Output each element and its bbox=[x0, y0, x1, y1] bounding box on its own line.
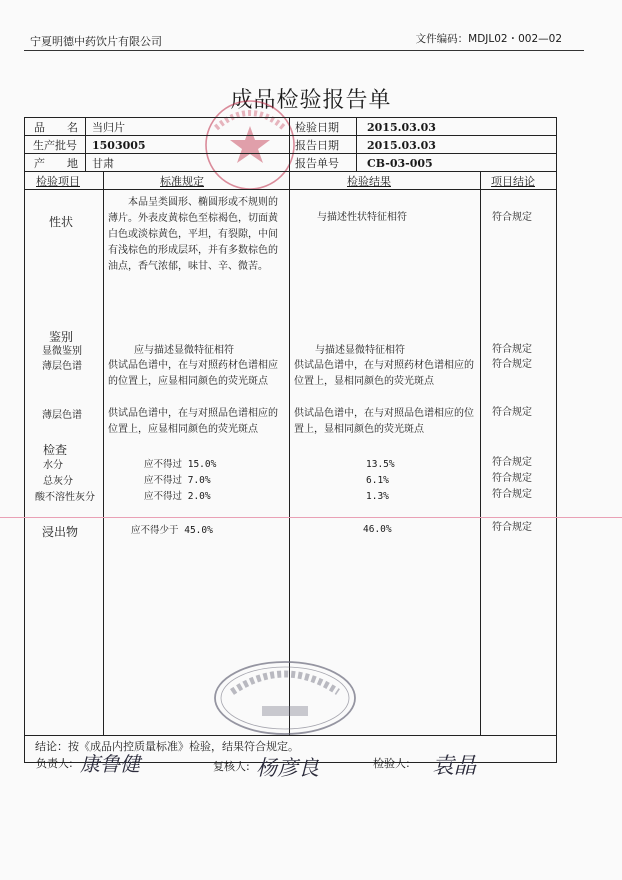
row-divider bbox=[25, 189, 556, 190]
micro-conclusion: 符合规定 bbox=[492, 344, 532, 355]
ash-result: 6.1% bbox=[366, 475, 389, 486]
batch-label: 生产批号 bbox=[33, 139, 77, 152]
reviewer-label: 复核人: bbox=[213, 760, 250, 773]
col-divider bbox=[85, 118, 86, 171]
tlc2-conclusion: 符合规定 bbox=[492, 407, 532, 418]
inspector-signature: 袁晶 bbox=[432, 754, 477, 779]
col-header-conclusion: 项目结论 bbox=[491, 175, 535, 188]
appearance-conclusion: 符合规定 bbox=[492, 212, 532, 223]
moisture-item: 水分 bbox=[43, 460, 63, 471]
moisture-result: 13.5% bbox=[366, 459, 395, 470]
col-header-standard: 标准规定 bbox=[160, 175, 204, 188]
acid-ash-result: 1.3% bbox=[366, 491, 389, 502]
origin-value: 甘肃 bbox=[92, 157, 114, 170]
ash-standard: 应不得过 7.0% bbox=[144, 475, 211, 486]
appearance-standard: 本品呈类圆形、椭圆形或不规则的薄片。外表皮黄棕色至棕褐色，切面黄白色或淡棕黄色，平坦，有裂隙，中间有浅棕色的形成层环，并有多数棕色的油点，香气浓郁，味甘、辛、微苦。 bbox=[108, 197, 278, 272]
col-divider bbox=[103, 171, 104, 735]
acid-ash-conclusion: 符合规定 bbox=[492, 489, 532, 500]
moisture-standard: 应不得过 15.0% bbox=[144, 459, 217, 470]
reviewer-signature: 杨彦良 bbox=[256, 756, 319, 780]
identification-heading: 鉴别 bbox=[49, 330, 74, 344]
col-divider bbox=[480, 171, 481, 735]
extract-item: 浸出物 bbox=[42, 525, 79, 539]
test-date-label: 检验日期 bbox=[295, 121, 339, 134]
row-divider bbox=[25, 153, 556, 154]
col-divider bbox=[289, 171, 290, 735]
col-header-result: 检验结果 bbox=[347, 175, 391, 188]
tlc2-result: 供试品色谱中，在与对照品色谱相应的位置上，显相同颜色的荧光斑点 bbox=[294, 408, 474, 435]
document-number: 文件编码：MDJL02・002—02 bbox=[415, 33, 562, 45]
header-divider bbox=[24, 50, 584, 51]
origin-label: 产 地 bbox=[34, 157, 78, 170]
acid-ash-item: 酸不溶性灰分 bbox=[35, 492, 95, 503]
row-divider bbox=[25, 135, 556, 136]
ash-conclusion: 符合规定 bbox=[492, 473, 532, 484]
inspector-label: 检验人: bbox=[373, 757, 410, 770]
product-label: 品 名 bbox=[34, 121, 78, 134]
col-divider bbox=[356, 118, 357, 171]
appearance-item: 性状 bbox=[49, 215, 74, 229]
micro-item: 显微鉴别 bbox=[42, 346, 82, 357]
moisture-conclusion: 符合规定 bbox=[492, 457, 532, 468]
test-date-value: 2015.03.03 bbox=[367, 121, 436, 134]
scan-artifact-line bbox=[0, 517, 622, 518]
report-no-label: 报告单号 bbox=[295, 157, 339, 170]
batch-value: 1503005 bbox=[92, 139, 146, 152]
company-name: 宁夏明德中药饮片有限公司 bbox=[30, 35, 162, 48]
product-value: 当归片 bbox=[92, 121, 125, 134]
tlc2-standard: 供试品色谱中，在与对照品色谱相应的位置上，应显相同颜色的荧光斑点 bbox=[108, 408, 278, 435]
col-divider bbox=[289, 118, 290, 171]
conclusion-text: 结论：按《成品内控质量标准》检验，结果符合规定。 bbox=[35, 740, 299, 753]
tlc1-item: 薄层色谱 bbox=[42, 361, 82, 372]
micro-result: 与描述显微特征相符 bbox=[315, 345, 405, 356]
tlc2-item: 薄层色谱 bbox=[42, 410, 82, 421]
tlc1-result: 供试品色谱中，在与对照药材色谱相应的位置上，显相同颜色的荧光斑点 bbox=[294, 360, 474, 387]
ash-item: 总灰分 bbox=[43, 476, 73, 487]
responsible-signature: 康鲁健 bbox=[80, 752, 140, 776]
col-header-item: 检验项目 bbox=[36, 175, 80, 188]
responsible-label: 负责人: bbox=[36, 757, 73, 770]
micro-standard: 应与描述显微特征相符 bbox=[134, 345, 234, 356]
report-title: 成品检验报告单 bbox=[230, 88, 392, 113]
extract-conclusion: 符合规定 bbox=[492, 522, 532, 533]
report-date-label: 报告日期 bbox=[295, 139, 339, 152]
inspection-stamp-bottom bbox=[210, 658, 360, 738]
extract-result: 46.0% bbox=[363, 524, 392, 535]
inspection-heading: 检查 bbox=[43, 443, 68, 457]
row-divider bbox=[25, 171, 556, 172]
report-no-value: CB-03-005 bbox=[367, 157, 433, 170]
report-date-value: 2015.03.03 bbox=[367, 139, 436, 152]
extract-standard: 应不得少于 45.0% bbox=[131, 525, 213, 536]
tlc1-conclusion: 符合规定 bbox=[492, 359, 532, 370]
appearance-result: 与描述性状特征相符 bbox=[317, 212, 407, 223]
acid-ash-standard: 应不得过 2.0% bbox=[144, 491, 211, 502]
tlc1-standard: 供试品色谱中，在与对照药材色谱相应的位置上，应显相同颜色的荧光斑点 bbox=[108, 360, 278, 387]
